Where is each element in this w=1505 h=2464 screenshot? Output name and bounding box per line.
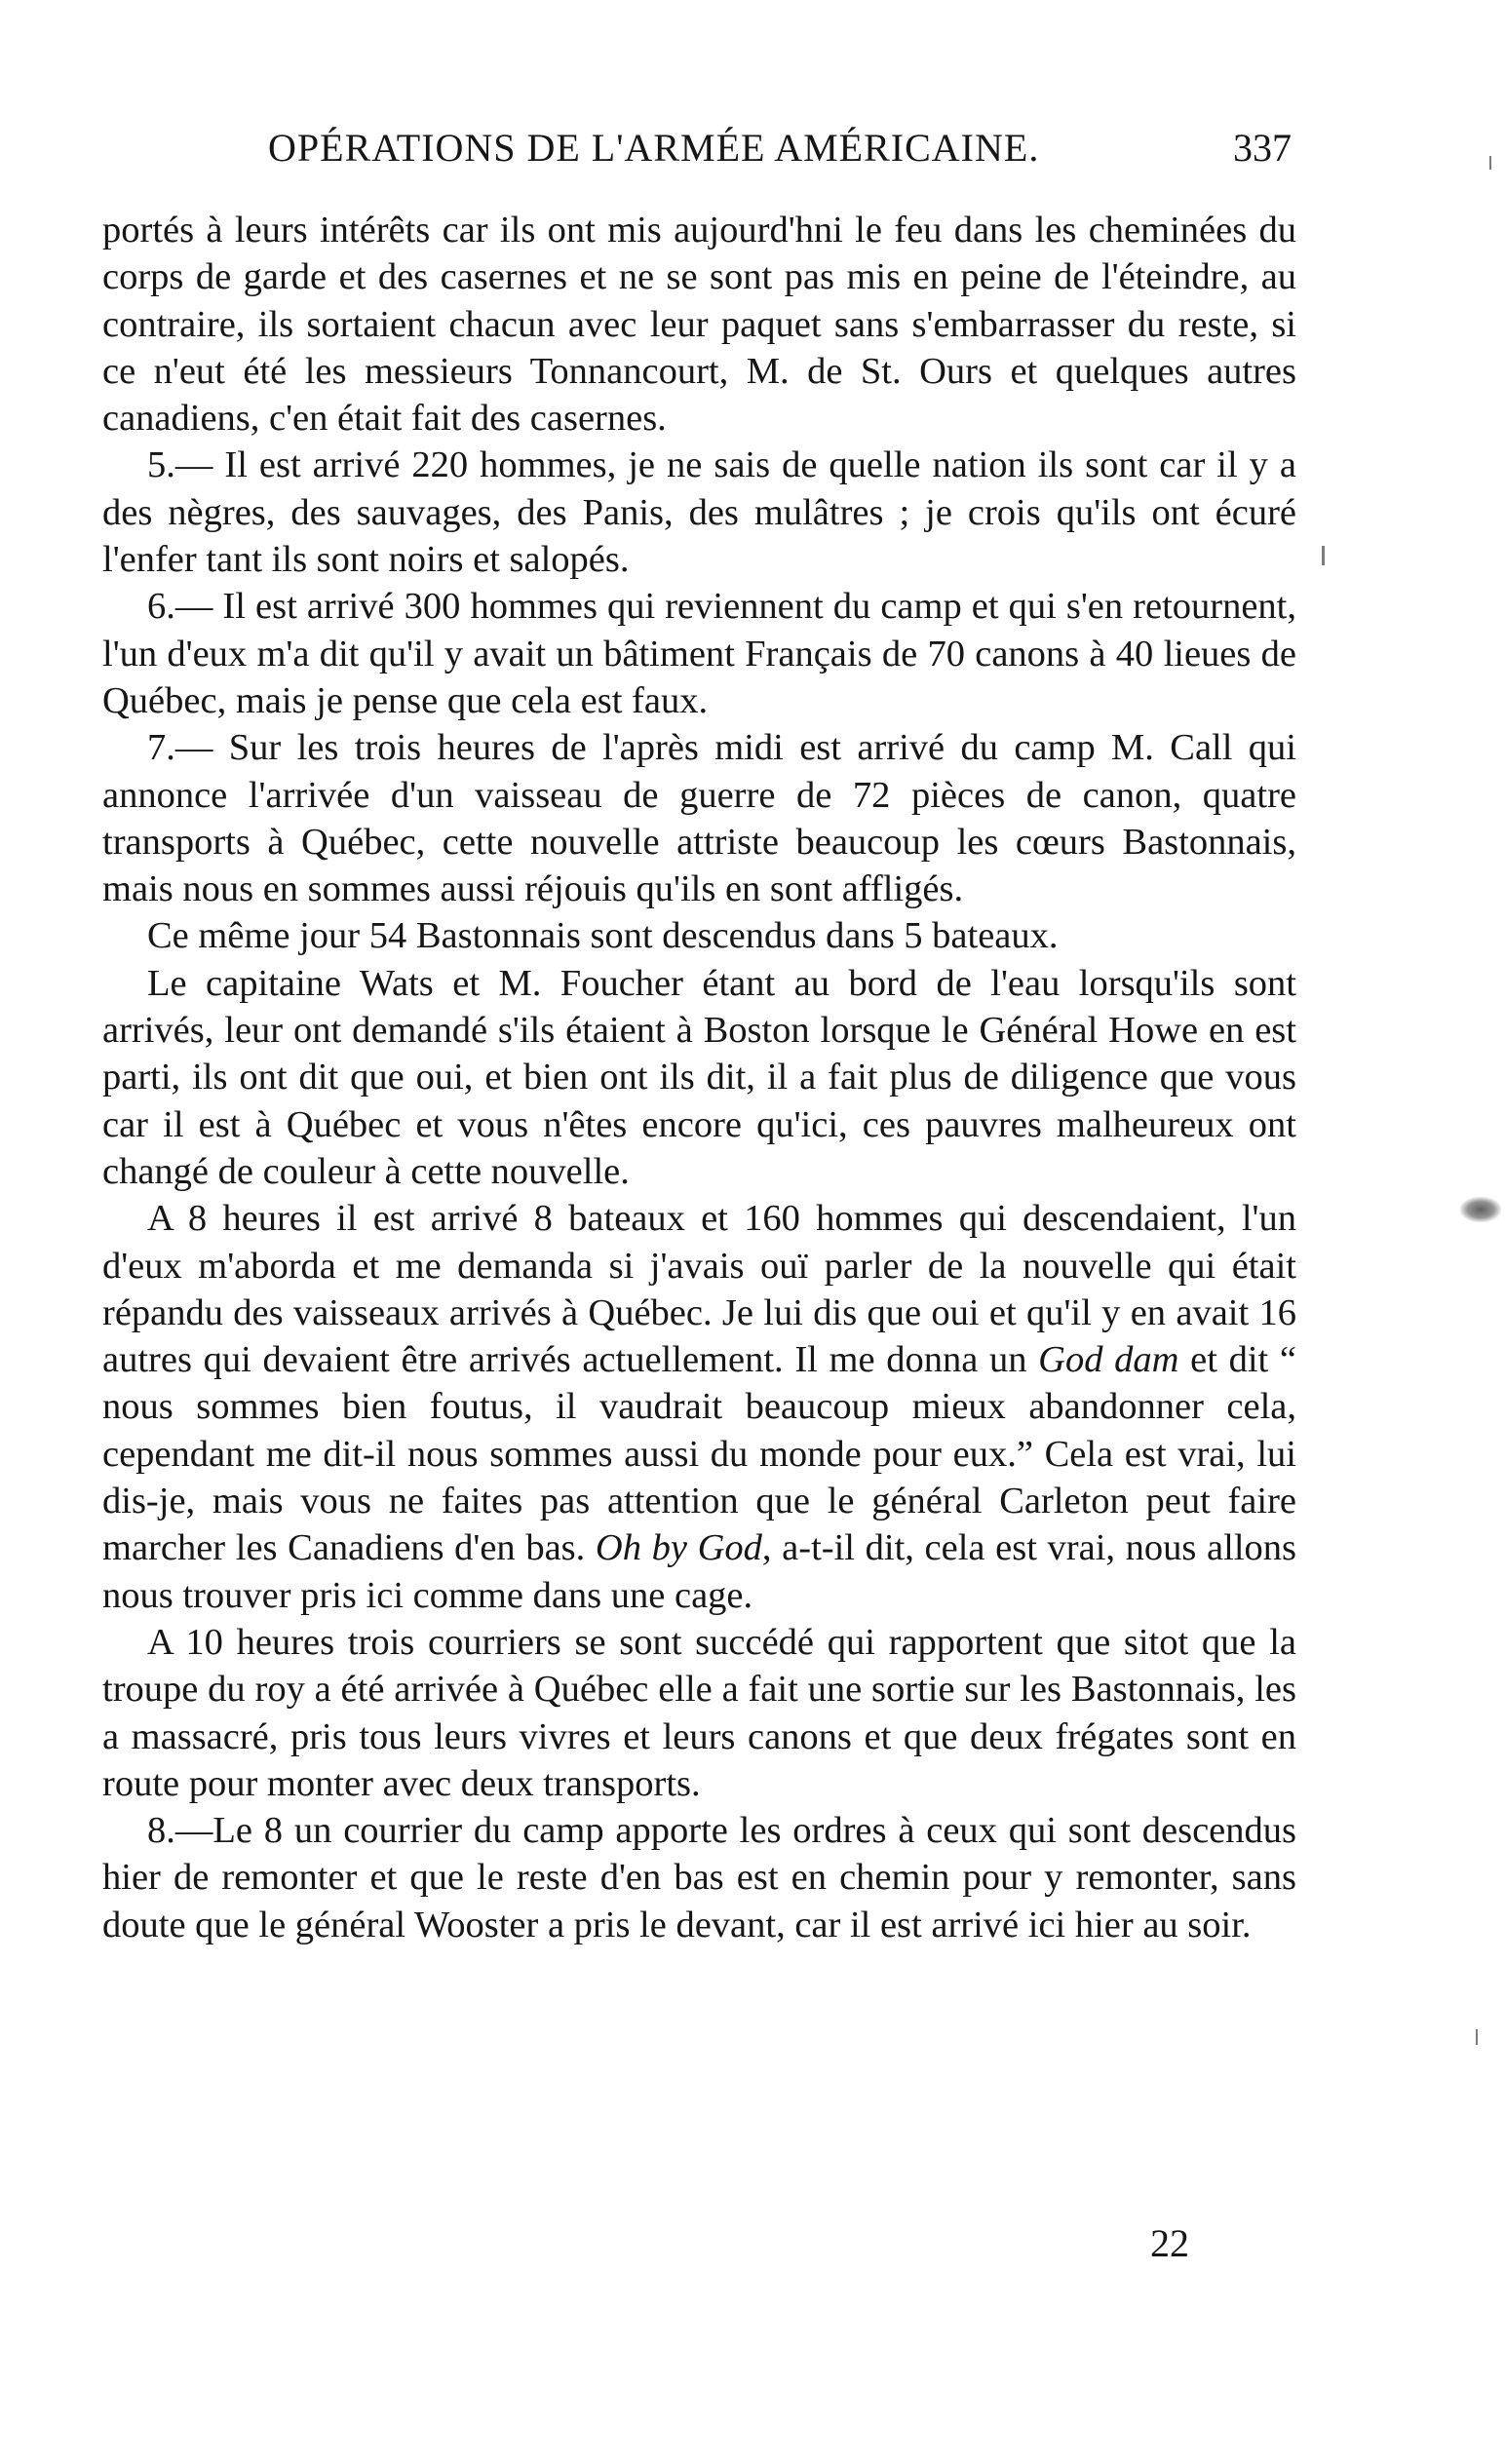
margin-mark [1489,156,1491,170]
paragraph-text: Le capitaine Wats et M. Foucher étant au bord de l'eau lorsqu'ils sont arrivés, leur ont demandé s'ils étaient à Boston lorsque le Général Howe en est parti, ils ont dit que oui, et bien ont ils dit, il a fait plus de diligence que vous car il est à Québec et vous n'êtes encore qu'ici, ces pauvres malheureux ont changé de couleur à cette nouvelle. [102,962,1296,1192]
paragraph-text: Ce même jour 54 Bastonnais sont descendus dans 5 bateaux. [147,915,1059,957]
italic-phrase: God dam [1038,1339,1179,1381]
paragraph-text: portés à leurs intérêts car ils ont mis aujourd'hni le feu dans les cheminées du corps de garde et des casernes et ne se sont pas mis en peine de l'éteindre, au contraire, ils sortaient chacun avec leur paquet sans s'embarrasser du reste, si ce n'eut été les messieurs Tonnancourt, M. de St. Ours et quelques autres canadiens, c'en était fait des casernes. [102,210,1296,440]
paragraph [102,1195,1296,1619]
paragraph-text: 5.— Il est arrivé 220 hommes, je ne sais de quelle nation ils sont car il y a des nègres, des sauvages, des Panis, des mulâtres ; je crois qu'ils ont écuré l'enfer tant ils sont noirs et salopés. [102,444,1296,581]
paragraph-text: 6.— Il est arrivé 300 hommes qui reviennent du camp et qui s'en retournent, l'un d'eux m'a dit qu'il y avait un bâtiment Français de 70 canons à 40 lieues de Québec, mais je pense que cela est faux. [102,586,1296,721]
paragraph-text: 7.— Sur les trois heures de l'après midi est arrivé du camp M. Call qui annonce l'arrivée d'un vaisseau de guerre de 72 pièces de canon, quatre transports à Québec, cette nouvelle attriste beaucoup les cœurs Bastonnais, mais nous en sommes aussi réjouis qu'ils en sont affligés. [102,727,1296,910]
paragraph-text: A 8 heures il est arrivé 8 bateaux et 160 hommes qui descendaient, l'un d'eux m'aborda et me demanda si j'avais ouï parler de la nouvelle qui était répandu des vaisseaux arrivés à Québec. Je lui dis que oui et qu'il y en avait 16 autres qui devaient être arrivés actuellement. Il me donna un [102,1198,1296,1381]
paragraph [102,583,1296,724]
margin-mark [1322,546,1325,565]
page-header [268,125,1292,183]
paragraph-text: 8.—Le 8 un courrier du camp apporte les ordres à ceux qui sont descendus hier de remonter et que le reste d'en bas est en chemin pour y remonter, sans doute que le général Wooster a pris le devant, car il est arrivé ici hier au soir. [102,1810,1296,1945]
paragraph [102,1619,1296,1807]
paragraph [102,912,1296,959]
signature-mark: 22 [1150,2221,1189,2265]
paragraph [102,724,1296,912]
margin-smudge [1460,1197,1501,1222]
paragraph-text: et dit “ nous sommes bien foutus, il vaudrait beaucoup mieux abandonner cela, cependant me dit-il nous sommes aussi du monde pour eux.” Cela est vrai, lui dis-je, mais vous ne faites pas attention que le général Carleton peut faire marcher les Canadiens d'en bas. [102,1339,1296,1569]
body-text [102,207,1296,1948]
margin-mark [1476,2029,1478,2045]
paragraph [102,207,1296,442]
italic-phrase: Oh by God [595,1527,762,1569]
page-number: 337 [1233,126,1292,170]
paragraph-text: , a-t-il dit, cela est vrai, nous allons nous trouver pris ici comme dans une cage. [102,1527,1297,1616]
running-title: OPÉRATIONS DE L'ARMÉE AMÉRICAINE. [268,126,1040,170]
paragraph [102,960,1296,1195]
paragraph-text: A 10 heures trois courriers se sont succédé qui rapportent que sitot que la troupe du roy a été arrivée à Québec elle a fait une sortie sur les Bastonnais, les a massacré, pris tous leurs vivres et leurs canons et que deux frégates sont en route pour monter avec deux transports. [102,1621,1296,1804]
paragraph [102,442,1296,583]
paragraph [102,1807,1296,1948]
